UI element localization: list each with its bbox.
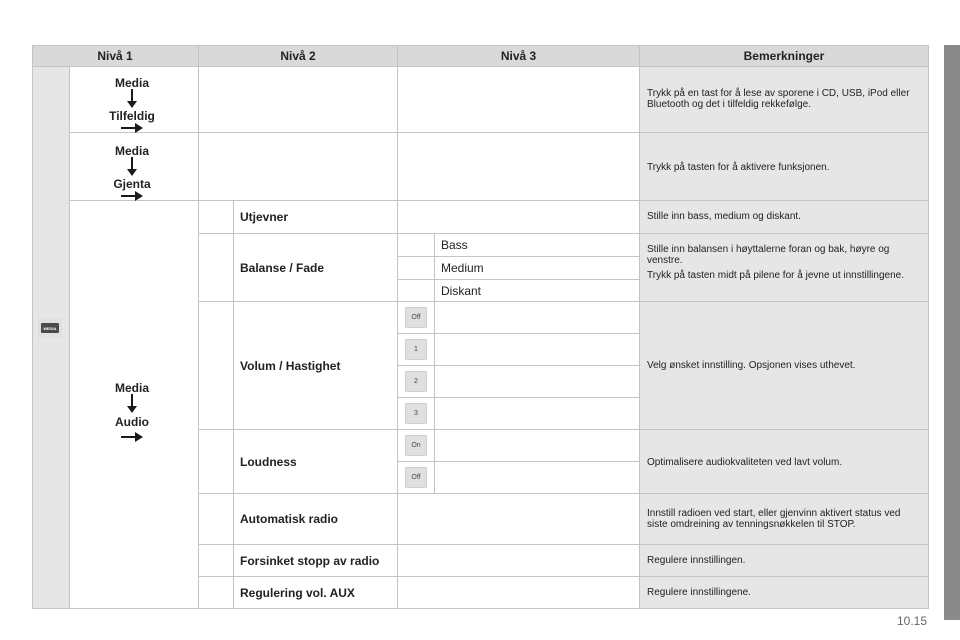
vline-c2sub xyxy=(233,201,234,608)
hline-loud1 xyxy=(397,461,640,462)
aux-volume-label: Regulering vol. AUX xyxy=(240,585,355,600)
option-volume-off[interactable]: Off xyxy=(405,307,427,328)
hline-vol1 xyxy=(397,333,640,334)
note-aux-volume: Regulere innstillingene. xyxy=(647,587,751,598)
option-loudness-on[interactable]: On xyxy=(405,435,427,456)
menu-media-label: Media xyxy=(114,381,149,395)
media-button-icon xyxy=(38,318,62,338)
vline-left xyxy=(32,45,33,608)
note-balance-line2: Trykk på tasten midt på pilene for å jevne ut innstillingene. xyxy=(647,270,904,281)
option-bass[interactable]: Bass xyxy=(441,238,468,252)
arrow-down-icon xyxy=(126,157,138,177)
page-number: 10.15 xyxy=(897,614,928,628)
hline-top xyxy=(32,45,929,46)
note-balance-line1: Stille inn balansen i høyttalerne foran og bak, høyre og venstre. xyxy=(647,244,890,266)
header-col3-text: Nivå 3 xyxy=(500,48,537,63)
hline-bottom xyxy=(32,608,929,609)
header-col1-text: Nivå 1 xyxy=(97,48,133,63)
arrow-down-icon xyxy=(126,89,138,109)
media-button-label: MEDIA xyxy=(43,325,57,331)
volume-speed-label: Volum / Hastighet xyxy=(240,358,341,373)
arrow-down-icon xyxy=(126,394,138,414)
menu-media-label: Media xyxy=(114,144,149,158)
menu-repeat-label: Gjenta xyxy=(113,177,151,191)
note-repeat: Trykk på tasten for å aktivere funksjonen. xyxy=(647,162,830,173)
hline-vol3 xyxy=(397,397,640,398)
menu-path-repeat xyxy=(95,140,169,200)
option-volume-2[interactable]: 2 xyxy=(405,371,427,392)
option-treble[interactable]: Diskant xyxy=(441,283,482,298)
header-col4-text: Bemerkninger xyxy=(743,48,825,63)
header-col4 xyxy=(640,45,928,66)
vline-c1 xyxy=(198,45,199,608)
header-col3 xyxy=(398,45,639,66)
balance-fade-label: Balanse / Fade xyxy=(240,260,325,275)
arrow-right-icon xyxy=(121,432,143,442)
note-equalizer: Stille inn bass, medium og diskant. xyxy=(647,211,801,222)
option-loudness-off[interactable]: Off xyxy=(405,467,427,488)
option-volume-1[interactable]: 1 xyxy=(405,339,427,360)
arrow-right-icon xyxy=(121,123,143,133)
note-volume: Velg ønsket innstilling. Opsjonen vises uthevet. xyxy=(647,360,856,371)
option-volume-3[interactable]: 3 xyxy=(405,403,427,424)
vline-l1 xyxy=(69,66,70,608)
menu-shuffle-label: Tilfeldig xyxy=(109,109,155,123)
vline-c3 xyxy=(639,45,640,608)
menu-path-audio xyxy=(95,377,169,443)
note-loudness: Optimalisere audiokvaliteten ved lavt volum. xyxy=(647,457,843,468)
menu-media-label: Media xyxy=(114,76,149,90)
delayed-stop-label: Forsinket stopp av radio xyxy=(240,553,380,568)
hline-vol2 xyxy=(397,365,640,366)
media-button-face xyxy=(41,323,59,333)
vline-c3sub xyxy=(434,234,435,493)
header-col2 xyxy=(199,45,397,66)
menu-audio-label: Audio xyxy=(115,415,149,429)
equalizer-label: Utjevner xyxy=(240,210,289,224)
vline-right xyxy=(928,45,929,608)
hline-r1 xyxy=(69,132,929,133)
note-delayed-stop: Regulere innstillingen. xyxy=(647,555,746,566)
auto-radio-label: Automatisk radio xyxy=(240,512,339,526)
note-auto-radio: Innstill radioen ved start, eller gjenvinn aktivert status ved siste omdreining av tenningsnøkkelen til STOP. xyxy=(647,508,901,530)
vline-c2 xyxy=(397,45,398,608)
hline-header xyxy=(32,66,929,67)
menu-path-shuffle xyxy=(95,72,169,132)
arrow-right-icon xyxy=(121,191,143,201)
loudness-label: Loudness xyxy=(240,454,297,469)
hline-r2 xyxy=(69,200,929,201)
sidebar-bar xyxy=(944,45,960,620)
option-medium[interactable]: Medium xyxy=(441,261,484,275)
note-balance xyxy=(647,244,922,281)
header-col1 xyxy=(32,45,198,66)
note-shuffle: Trykk på en tast for å lese av sporene i CD, USB, iPod eller Bluetooth og det i tilfeldig rekkefølge. xyxy=(647,88,910,110)
header-col2-text: Nivå 2 xyxy=(280,48,316,63)
